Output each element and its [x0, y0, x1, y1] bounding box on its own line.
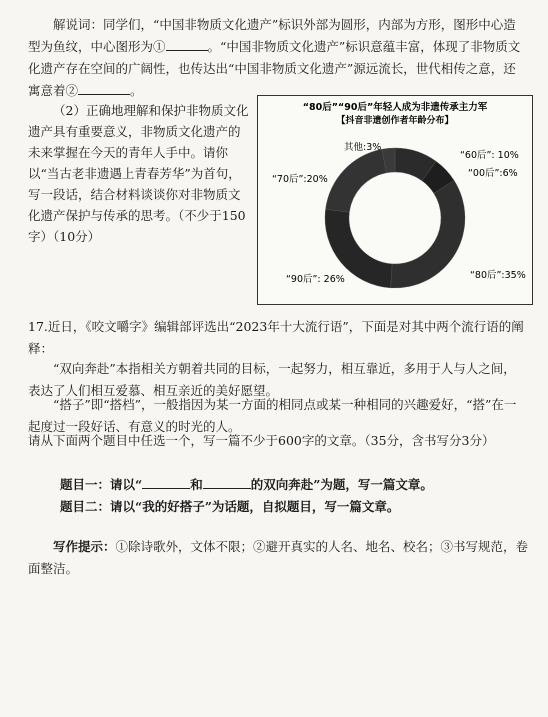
blank-2[interactable] [78, 80, 130, 95]
blank-1[interactable] [166, 36, 208, 51]
topic-blank-2[interactable] [203, 474, 251, 489]
slice-label-1: “00后”:6% [468, 168, 518, 179]
topic-blank-1[interactable] [142, 474, 190, 489]
question-2-paragraph: （2）正确地理解和保护非物质文化遗产具有重要意义，非物质文化遗产的未来掌握在今天的青年人手中。请你以“当古老非遗遇上青春芳华”为首句，写一段话，结合材料谈谈你对非物质文化遗产保护与传承的思考。（不少于150字）（10分） [28, 103, 249, 244]
slice-2 [391, 180, 465, 288]
slice-label-0: “60后”: 10% [460, 150, 519, 161]
topic-two: 题目二：请以“我的好搭子”为话题，自拟题目，写一篇文章。 [60, 499, 400, 514]
writing-instruction: 请从下面两个题目中任选一个，写一篇不少于600字的文章。（35分，含书写分3分） [28, 433, 495, 448]
topic-one: 题目一：请以“ 和 的双向奔赴”为题，写一篇文章。 [60, 474, 530, 496]
chart-subtitle: 【抖音非遗创作者年龄分布】 [336, 116, 454, 126]
chart-title: “80后”“90后”年轻人成为非遗传承主力军 [302, 102, 488, 113]
slice-4 [326, 149, 387, 212]
donut-chart-svg [258, 96, 532, 304]
shuangxiang-benfu-explanation: “双向奔赴”本指相关方朝着共同的目标，一起努力，相互靠近，多用于人与人之间，表达了人们相互爱慕、相互亲近的美好愿望。 [28, 361, 516, 398]
writing-hint: 写作提示：①除诗歌外，文体不限；②避开真实的人名、地名、校名；③书写规范，卷面整洁。 [28, 539, 529, 576]
explanation-paragraph: 解说词：同学们，“中国非物质文化遗产”标识外部为圆形，内部为方形，图形中心造型为鱼纹，中心图形为① 。“中国非物质文化遗产”标识意蕴丰富，体现了非物质文化遗产存在空间的广阔性，也传达出“中国非物质文化遗产”源远流长，世代相传之意，还寓意着② 。 [28, 17, 521, 98]
question-17-intro: 17.近日，《咬文嚼字》编辑部评选出“2023年十大流行语”，下面是对其中两个流行语的阐释： [28, 319, 524, 356]
slice-label-3: “90后”: 26% [286, 274, 345, 285]
slice-label-2: “80后”:35% [470, 270, 526, 281]
slice-label-5: 其他:3% [344, 142, 382, 153]
dazi-explanation: “搭子”即“搭档”，一般指因为某一方面的相同点或某一种相同的兴趣爱好，“搭”在一起度过一段好话、有意义的时光的人。 [28, 397, 517, 434]
age-distribution-chart [257, 95, 533, 305]
slice-label-4: “70后”:20% [272, 174, 328, 185]
